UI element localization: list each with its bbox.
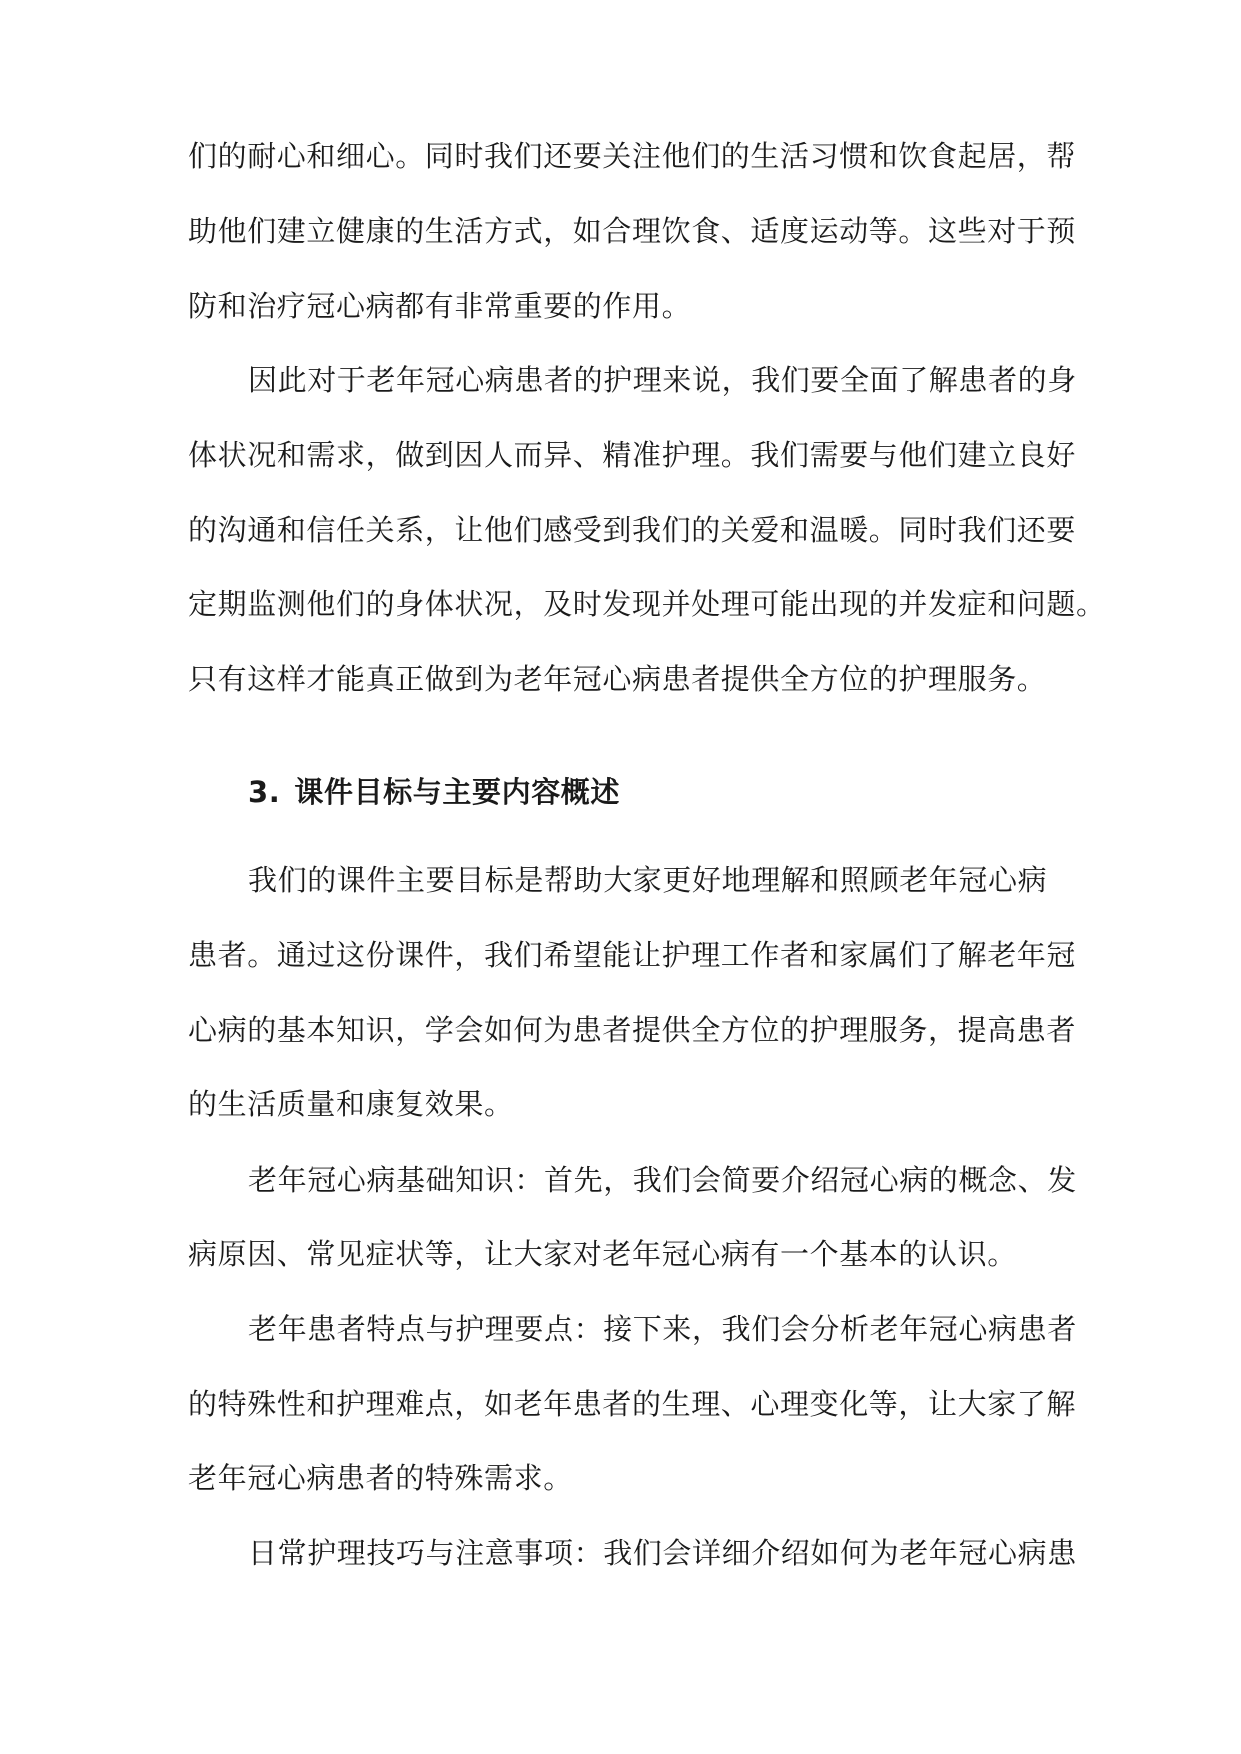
- paragraph-line: 防和治疗冠心病都有非常重要的作用。: [188, 289, 692, 323]
- paragraph-line: 定期监测他们的身体状况，及时发现并处理可能出现的并发症和问题。: [188, 587, 1106, 621]
- section-title: 课件目标与主要内容概述: [294, 775, 621, 809]
- paragraph-line: 体状况和需求，做到因人而异、精准护理。我们需要与他们建立良好: [188, 438, 1077, 472]
- paragraph-line: 助他们建立健康的生活方式，如合理饮食、适度运动等。这些对于预: [188, 214, 1077, 248]
- paragraph-line: 患者。通过这份课件，我们希望能让护理工作者和家属们了解老年冠: [188, 938, 1077, 972]
- paragraph-line: 老年患者特点与护理要点：接下来，我们会分析老年冠心病患者: [248, 1312, 1077, 1346]
- section-number: 3.: [248, 775, 281, 809]
- paragraph-line: 因此对于老年冠心病患者的护理来说，我们要全面了解患者的身: [248, 363, 1077, 397]
- paragraph-line: 的特殊性和护理难点，如老年患者的生理、心理变化等，让大家了解: [188, 1387, 1077, 1421]
- paragraph-line: 的沟通和信任关系，让他们感受到我们的关爱和温暖。同时我们还要: [188, 513, 1077, 547]
- paragraph-line: 日常护理技巧与注意事项：我们会详细介绍如何为老年冠心病患: [248, 1536, 1077, 1570]
- paragraph-line: 老年冠心病患者的特殊需求。: [188, 1461, 573, 1495]
- paragraph-line: 我们的课件主要目标是帮助大家更好地理解和照顾老年冠心病: [248, 863, 1048, 897]
- paragraph-line: 的生活质量和康复效果。: [188, 1087, 514, 1121]
- paragraph-line: 老年冠心病基础知识：首先，我们会简要介绍冠心病的概念、发: [248, 1163, 1077, 1197]
- paragraph-line: 心病的基本知识，学会如何为患者提供全方位的护理服务，提高患者: [188, 1013, 1077, 1047]
- paragraph-line: 们的耐心和细心。同时我们还要关注他们的生活习惯和饮食起居，帮: [188, 139, 1077, 173]
- section-heading: [248, 772, 620, 812]
- paragraph-line: 病原因、常见症状等，让大家对老年冠心病有一个基本的认识。: [188, 1237, 1017, 1271]
- paragraph-line: 只有这样才能真正做到为老年冠心病患者提供全方位的护理服务。: [188, 662, 1047, 696]
